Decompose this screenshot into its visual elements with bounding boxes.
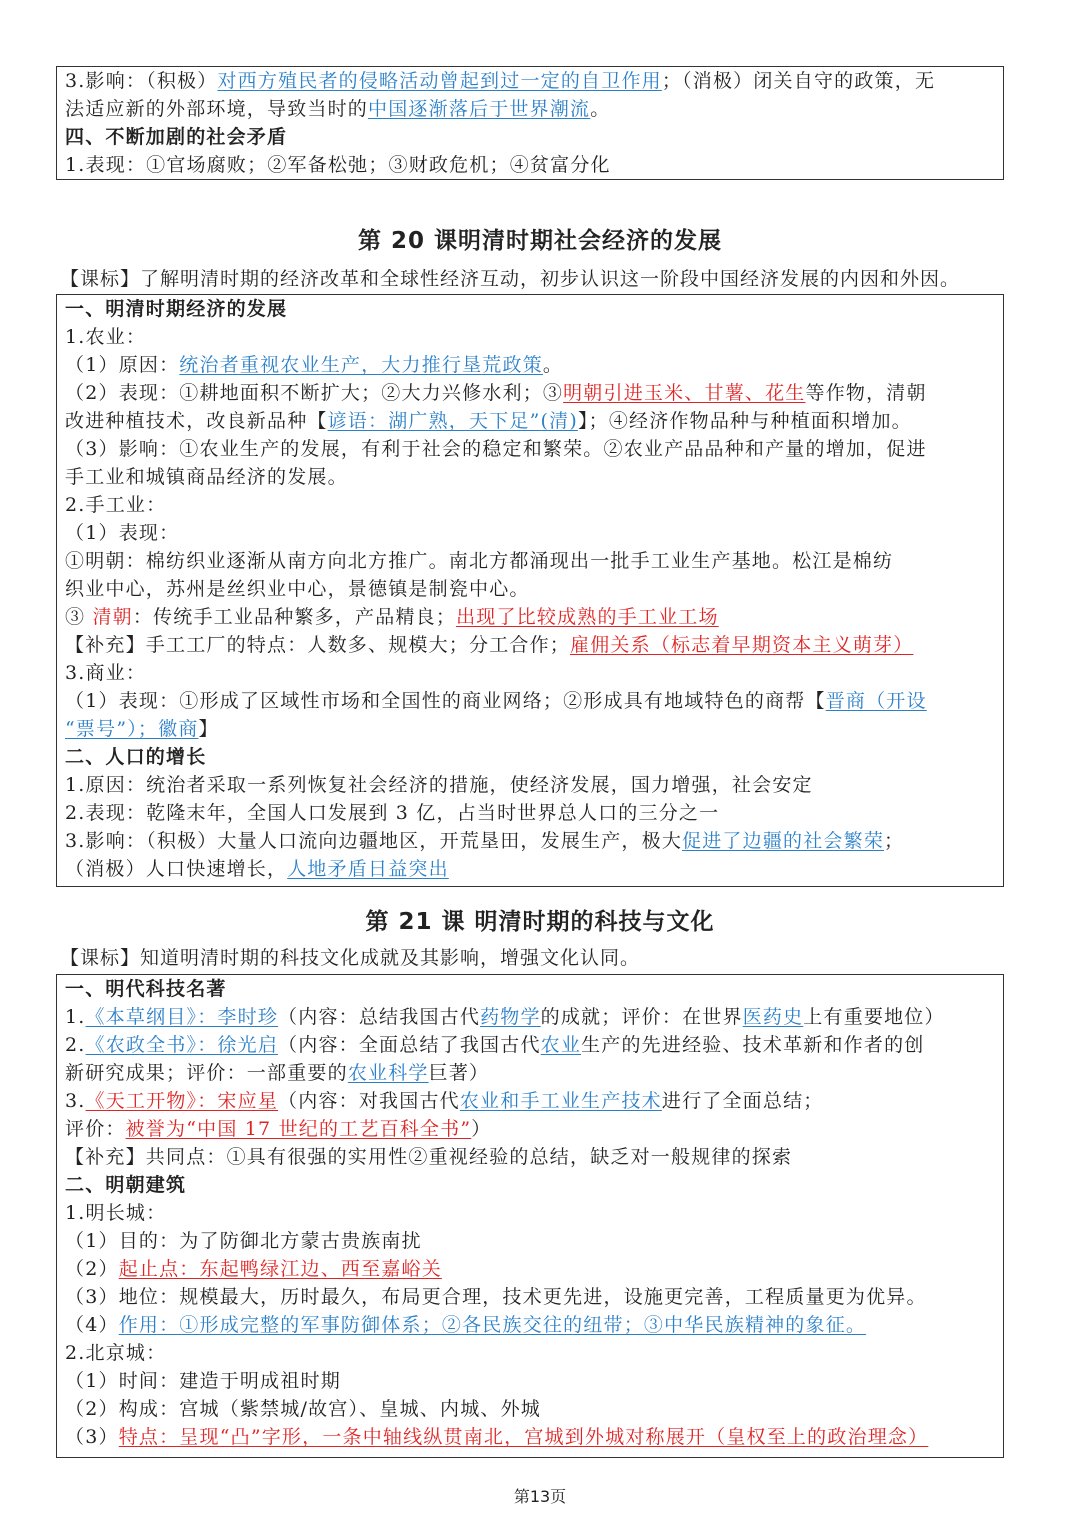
section-heading: 一、明代科技名著	[65, 978, 227, 1000]
text-line: 1.《本草纲目》：李时珍（内容：总结我国古代药物学的成就；评价：在世界医药史上有重要地位）	[65, 1006, 945, 1028]
text-line: 改进种植技术，改良新品种【谚语：湖广熟，天下足”(清)】；④经济作物品种与种植面积增加。	[65, 410, 912, 432]
page-number: 第13页	[513, 1487, 567, 1506]
section-heading: 二、人口的增长	[65, 746, 207, 768]
text-line: 新研究成果；评价：一部重要的农业科学巨著）	[65, 1062, 490, 1084]
text-line: 3.影响：（积极）对西方殖民者的侵略活动曾起到过一定的自卫作用；（消极）闭关自守的政策，无	[65, 70, 936, 92]
lesson-21-box	[56, 974, 1004, 1458]
text-line: （1）表现：①形成了区域性市场和全国性的商业网络；②形成具有地域特色的商帮【晋商（开设	[65, 690, 927, 712]
text-line: （消极）人口快速增长，人地矛盾日益突出	[65, 858, 449, 880]
text-line: 3.《天工开物》：宋应星（内容：对我国古代农业和手工业生产技术进行了全面总结；	[65, 1090, 824, 1112]
text-line: ③ 清朝：传统手工业品种繁多，产品精良；出现了比较成熟的手工业工场	[65, 606, 719, 628]
text-line: 手工业和城镇商品经济的发展。	[65, 466, 348, 488]
lesson-21-standard: 【课标】知道明清时期的科技文化成就及其影响，增强文化认同。	[60, 947, 641, 969]
text-line: （4）作用：①形成完整的军事防御体系；②各民族交往的纽带；③中华民族精神的象征。	[65, 1314, 867, 1336]
lesson-20-standard: 【课标】了解明清时期的经济改革和全球性经济互动，初步认识这一阶段中国经济发展的内因和外因。	[60, 268, 961, 290]
section-heading: 二、明朝建筑	[65, 1174, 187, 1196]
text-line: （2）构成：宫城（紫禁城/故宫）、皇城、内城、外城	[65, 1398, 541, 1420]
text-line: ①明朝：棉纺织业逐渐从南方向北方推广。南北方都涌现出一批手工业生产基地。松江是棉纺	[65, 550, 894, 572]
text-line: 评价：被誉为“中国 17 世纪的工艺百科全书”）	[65, 1118, 492, 1140]
text-line: 2.表现：乾隆末年，全国人口发展到 3 亿，占当时世界总人口的三分之一	[65, 802, 720, 824]
lesson-20-box	[56, 294, 1004, 887]
text-line: （1）表现：	[65, 522, 180, 544]
text-line: （2）起止点：东起鸭绿江边、西至嘉峪关	[65, 1258, 442, 1280]
text-line: 法适应新的外部环境，导致当时的中国逐渐落后于世界潮流。	[65, 98, 611, 120]
text-line: 3.商业：	[65, 662, 147, 684]
text-line: （1）原因：统治者重视农业生产，大力推行垦荒政策。	[65, 354, 564, 376]
text-line: 1.原因：统治者采取一系列恢复社会经济的措施，使经济发展，国力增强，社会安定	[65, 774, 813, 796]
text-line: 1.明长城：	[65, 1202, 167, 1224]
text-line: 2.《农政全书》：徐光启（内容：全面总结了我国古代农业生产的先进经验、技术革新和作者的创	[65, 1034, 925, 1056]
text-line: 【补充】共同点：①具有很强的实用性②重视经验的总结，缺乏对一般规律的探索	[65, 1146, 793, 1168]
text-line: 织业中心，苏州是丝织业中心，景德镇是制瓷中心。	[65, 578, 530, 600]
text-line: （2）表现：①耕地面积不断扩大；②大力兴修水利；③明朝引进玉米、甘薯、花生等作物，清朝	[65, 382, 927, 404]
text-line: （3）影响：①农业生产的发展，有利于社会的稳定和繁荣。②农业产品品种和产量的增加，促进	[65, 438, 927, 460]
text-line: 3.影响：（积极）大量人口流向边疆地区，开荒垦田，发展生产，极大促进了边疆的社会繁荣；	[65, 830, 905, 852]
lesson-20-title: 第 20 课明清时期社会经济的发展	[357, 228, 723, 254]
lesson-21-title: 第 21 课 明清时期的科技与文化	[365, 909, 715, 935]
section-heading: 一、明清时期经济的发展	[65, 298, 288, 320]
text-line: 1.表现：①官场腐败；②军备松弛；③财政危机；④贫富分化	[65, 154, 611, 176]
text-line: （3）地位：规模最大，历时最久，布局更合理，技术更先进，设施更完善，工程质量更为优异。	[65, 1286, 927, 1308]
text-line: “票号”）；徽商】	[65, 718, 219, 740]
text-line: （1）时间：建造于明成祖时期	[65, 1370, 341, 1392]
section-heading: 四、不断加剧的社会矛盾	[65, 126, 288, 148]
text-line: 2.北京城：	[65, 1342, 167, 1364]
text-line: 1.农业：	[65, 326, 147, 348]
text-line: （1）目的：为了防御北方蒙古贵族南扰	[65, 1230, 422, 1252]
previous-lesson-box	[56, 66, 1004, 180]
text-line: 2.手工业：	[65, 494, 167, 516]
text-line: （3）特点：呈现“凸”字形，一条中轴线纵贯南北，宫城到外城对称展开（皇权至上的政治理念）	[65, 1426, 929, 1448]
text-line: 【补充】手工工厂的特点：人数多、规模大；分工合作；雇佣关系（标志着早期资本主义萌芽）	[65, 634, 914, 656]
